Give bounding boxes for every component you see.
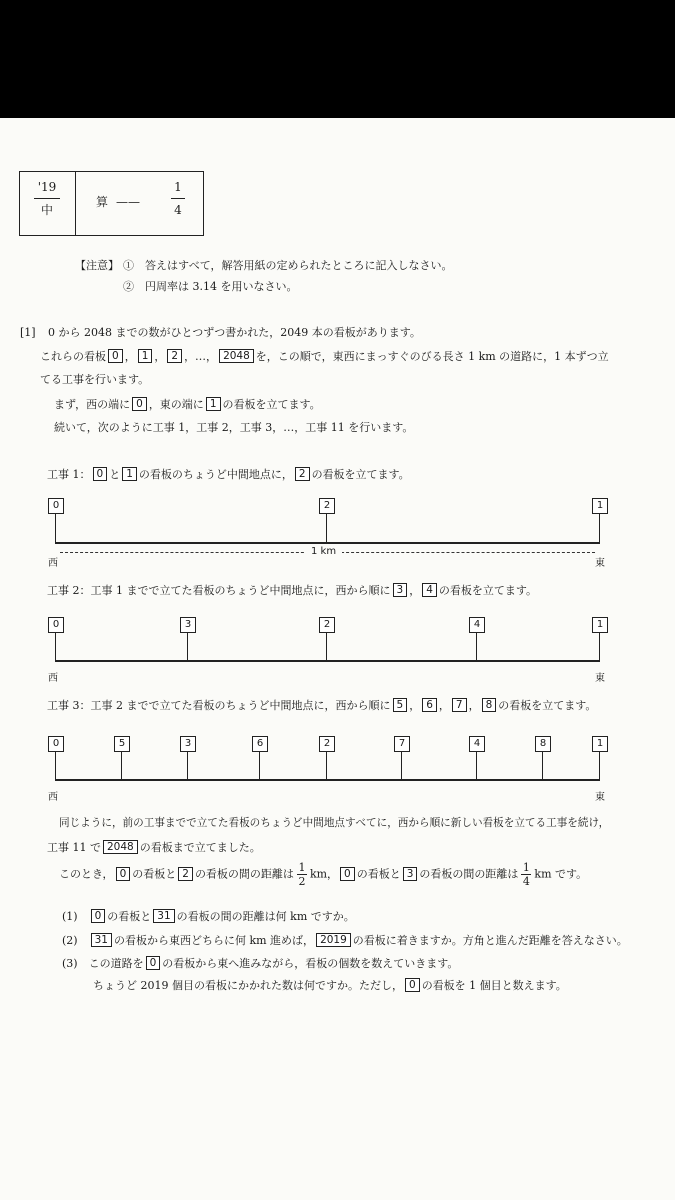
text: ちょうど 2019 個目の看板にかかれた数は何ですか。ただし， xyxy=(93,979,403,992)
text: まず，西の端に xyxy=(54,398,131,411)
sign-pole xyxy=(187,632,188,661)
problem-line-3: てる工事を行います。 xyxy=(40,373,150,386)
sign-box-1: 1 xyxy=(138,349,153,363)
road-line xyxy=(55,542,600,544)
ellipsis: ，…， xyxy=(184,350,218,363)
numerator: 1 xyxy=(522,861,530,874)
sign-box-2: 2 xyxy=(167,349,182,363)
denominator: 2 xyxy=(298,875,306,888)
continuation-line-3 xyxy=(59,862,587,887)
sign-box-2: 2 xyxy=(178,867,193,881)
sign-box-0: 0 xyxy=(108,349,123,363)
numerator: 1 xyxy=(298,861,306,874)
text: の看板と xyxy=(107,910,152,923)
text: 工事 2：工事 1 までで立てた看板のちょうど中間地点に，西から順に xyxy=(47,584,391,597)
question-number: (3) xyxy=(62,957,78,970)
question-3 xyxy=(62,956,458,971)
text: の看板を立てます。 xyxy=(438,584,537,597)
text: の看板から東へ進みながら，看板の個数を数えていきます。 xyxy=(162,957,459,970)
top-black-bar xyxy=(0,0,675,118)
sign-label: 7 xyxy=(394,736,410,752)
text: ， xyxy=(409,584,421,597)
fraction-bar xyxy=(171,198,185,199)
page-total: 4 xyxy=(174,203,182,217)
question-3-line-2 xyxy=(93,978,567,993)
question-number: (2) xyxy=(62,934,78,947)
sign-pole xyxy=(599,513,600,543)
sign-label: 6 xyxy=(252,736,268,752)
text: の看板を立てます。 xyxy=(222,398,321,411)
sign-pole xyxy=(476,632,477,661)
sign-pole xyxy=(326,632,327,661)
sign-pole xyxy=(55,751,56,780)
text: ，東の端に xyxy=(148,398,204,411)
sign-box-7: 7 xyxy=(452,698,467,712)
note-2: ② 円周率は 3.14 を用いなさい。 xyxy=(123,280,298,293)
sign-label: 0 xyxy=(48,736,64,752)
sign-label: 3 xyxy=(180,617,196,633)
sign-box-0: 0 xyxy=(146,956,161,970)
sign-pole xyxy=(326,751,327,780)
text: 工事 11 で xyxy=(47,841,101,854)
sign-box-31: 31 xyxy=(153,909,174,923)
sign-pole xyxy=(259,751,260,780)
problem-line-4 xyxy=(54,397,321,412)
fraction-one-quarter xyxy=(521,862,531,887)
sign-label: 2 xyxy=(319,736,335,752)
text: の看板まで立てました。 xyxy=(139,841,261,854)
east-label: 東 xyxy=(595,558,605,569)
sign-label: 3 xyxy=(180,736,196,752)
denominator: 4 xyxy=(522,875,530,888)
problem-line-1: 0 から 2048 までの数がひとつずつ書かれた，2049 本の看板があります。 xyxy=(48,326,421,339)
level: 中 xyxy=(40,203,53,217)
west-label: 西 xyxy=(48,673,58,684)
sign-box-8: 8 xyxy=(482,698,497,712)
text: 工事 1： xyxy=(47,468,91,481)
sign-box-0: 0 xyxy=(91,909,106,923)
fraction-bar xyxy=(34,198,60,199)
sign-box-31: 31 xyxy=(91,933,112,947)
sign-pole xyxy=(599,632,600,661)
sign-box-2048: 2048 xyxy=(103,840,138,854)
sign-box-5: 5 xyxy=(393,698,408,712)
work3-text xyxy=(47,698,596,713)
header-box xyxy=(19,171,204,236)
sign-box-4: 4 xyxy=(422,583,437,597)
text: の看板の間の距離は xyxy=(419,867,519,881)
work1-text xyxy=(47,467,410,482)
text: 工事 3：工事 2 までで立てた看板のちょうど中間地点に，西から順に xyxy=(47,699,391,712)
separator: ， xyxy=(468,699,480,712)
road-line xyxy=(55,779,600,781)
text: この道路を xyxy=(88,957,144,970)
text: の看板の間の距離は何 km ですか。 xyxy=(176,910,355,923)
text: km， xyxy=(309,867,339,881)
sign-label: 0 xyxy=(48,617,64,633)
year-level-fraction xyxy=(28,180,66,217)
sign-pole xyxy=(599,751,600,780)
header-dash: —— xyxy=(116,195,140,209)
west-label: 西 xyxy=(48,558,58,569)
sign-box-0: 0 xyxy=(93,467,108,481)
header-year-cell xyxy=(20,172,76,235)
continuation-line-1: 同じように，前の工事までで立てた看板のちょうど中間地点すべてに，西から順に新しい看板を立てる工事を続け， xyxy=(59,817,610,829)
sign-label: 2 xyxy=(319,617,335,633)
west-label: 西 xyxy=(48,792,58,803)
text: と xyxy=(109,468,121,481)
sign-box-2048: 2048 xyxy=(219,349,254,363)
sign-label: 4 xyxy=(469,617,485,633)
separator: ， xyxy=(438,699,450,712)
distance-label: 1 km xyxy=(305,546,342,557)
sign-box-2019: 2019 xyxy=(316,933,351,947)
sign-pole xyxy=(121,751,122,780)
note-1: ① 答えはすべて，解答用紙の定められたところに記入しなさい。 xyxy=(123,259,453,272)
page-number: 1 xyxy=(174,180,182,194)
text: の看板と xyxy=(356,867,401,881)
sign-pole xyxy=(476,751,477,780)
subject: 算 xyxy=(96,195,109,209)
work1-diagram xyxy=(0,498,675,568)
sign-pole xyxy=(542,751,543,780)
sign-label: 5 xyxy=(114,736,130,752)
sign-label: 1 xyxy=(592,617,608,633)
sign-label: 4 xyxy=(469,736,485,752)
sign-box-1: 1 xyxy=(206,397,221,411)
sign-pole xyxy=(326,513,327,543)
sign-box-0: 0 xyxy=(405,978,420,992)
sign-label: 2 xyxy=(319,498,335,514)
question-1 xyxy=(62,909,355,924)
sign-box-0: 0 xyxy=(340,867,355,881)
text: の看板を 1 個目と数えます。 xyxy=(421,979,567,992)
problem-line-5: 続いて，次のように工事 1，工事 2，工事 3，…，工事 11 を行います。 xyxy=(54,421,414,434)
sign-label: 8 xyxy=(535,736,551,752)
sign-box-0: 0 xyxy=(116,867,131,881)
text: を，この順で，東西にまっすぐのびる長さ 1 km の道路に，1 本ずつ立 xyxy=(255,350,609,363)
sign-pole xyxy=(187,751,188,780)
separator: ， xyxy=(409,699,421,712)
text: の看板に着きますか。方角と進んだ距離を答えなさい。 xyxy=(352,934,628,947)
year: '19 xyxy=(37,180,57,194)
text: の看板を立てます。 xyxy=(498,699,597,712)
sign-box-3: 3 xyxy=(393,583,408,597)
east-label: 東 xyxy=(595,673,605,684)
text: の看板の間の距離は xyxy=(194,867,294,881)
sign-box-1: 1 xyxy=(122,467,137,481)
sign-box-6: 6 xyxy=(422,698,437,712)
sign-label: 1 xyxy=(592,498,608,514)
notes-label: 【注意】 xyxy=(75,259,119,272)
fraction-one-half xyxy=(297,862,307,887)
sign-pole xyxy=(55,513,56,543)
sign-box-3: 3 xyxy=(403,867,418,881)
sign-box-2: 2 xyxy=(295,467,310,481)
text: の看板のちょうど中間地点に， xyxy=(138,468,293,481)
text: の看板と xyxy=(132,867,177,881)
work2-diagram xyxy=(0,617,675,687)
sign-label: 0 xyxy=(48,498,64,514)
work3-diagram xyxy=(0,736,675,806)
question-number: (1) xyxy=(62,910,78,923)
question-2 xyxy=(62,933,628,948)
text: これらの看板 xyxy=(40,350,106,363)
continuation-line-2 xyxy=(47,840,261,855)
text: km です。 xyxy=(534,867,588,881)
text: の看板から東西どちらに何 km 進めば， xyxy=(113,934,315,947)
sign-label: 1 xyxy=(592,736,608,752)
text: このとき， xyxy=(59,867,114,881)
work2-text xyxy=(47,583,537,598)
problem-number: [1] xyxy=(20,326,36,339)
road-line xyxy=(55,660,600,662)
sign-pole xyxy=(55,632,56,661)
sign-box-0: 0 xyxy=(132,397,147,411)
problem-line-2: これらの看板 0 ， 1 ， 2 ，…， 2048 を，この順で，東西にまっすぐのびる長さ 1 km の道路に，1 本ずつ立 xyxy=(40,350,609,363)
page-fraction xyxy=(166,180,190,217)
sign-pole xyxy=(401,751,402,780)
east-label: 東 xyxy=(595,792,605,803)
text: の看板を立てます。 xyxy=(311,468,410,481)
